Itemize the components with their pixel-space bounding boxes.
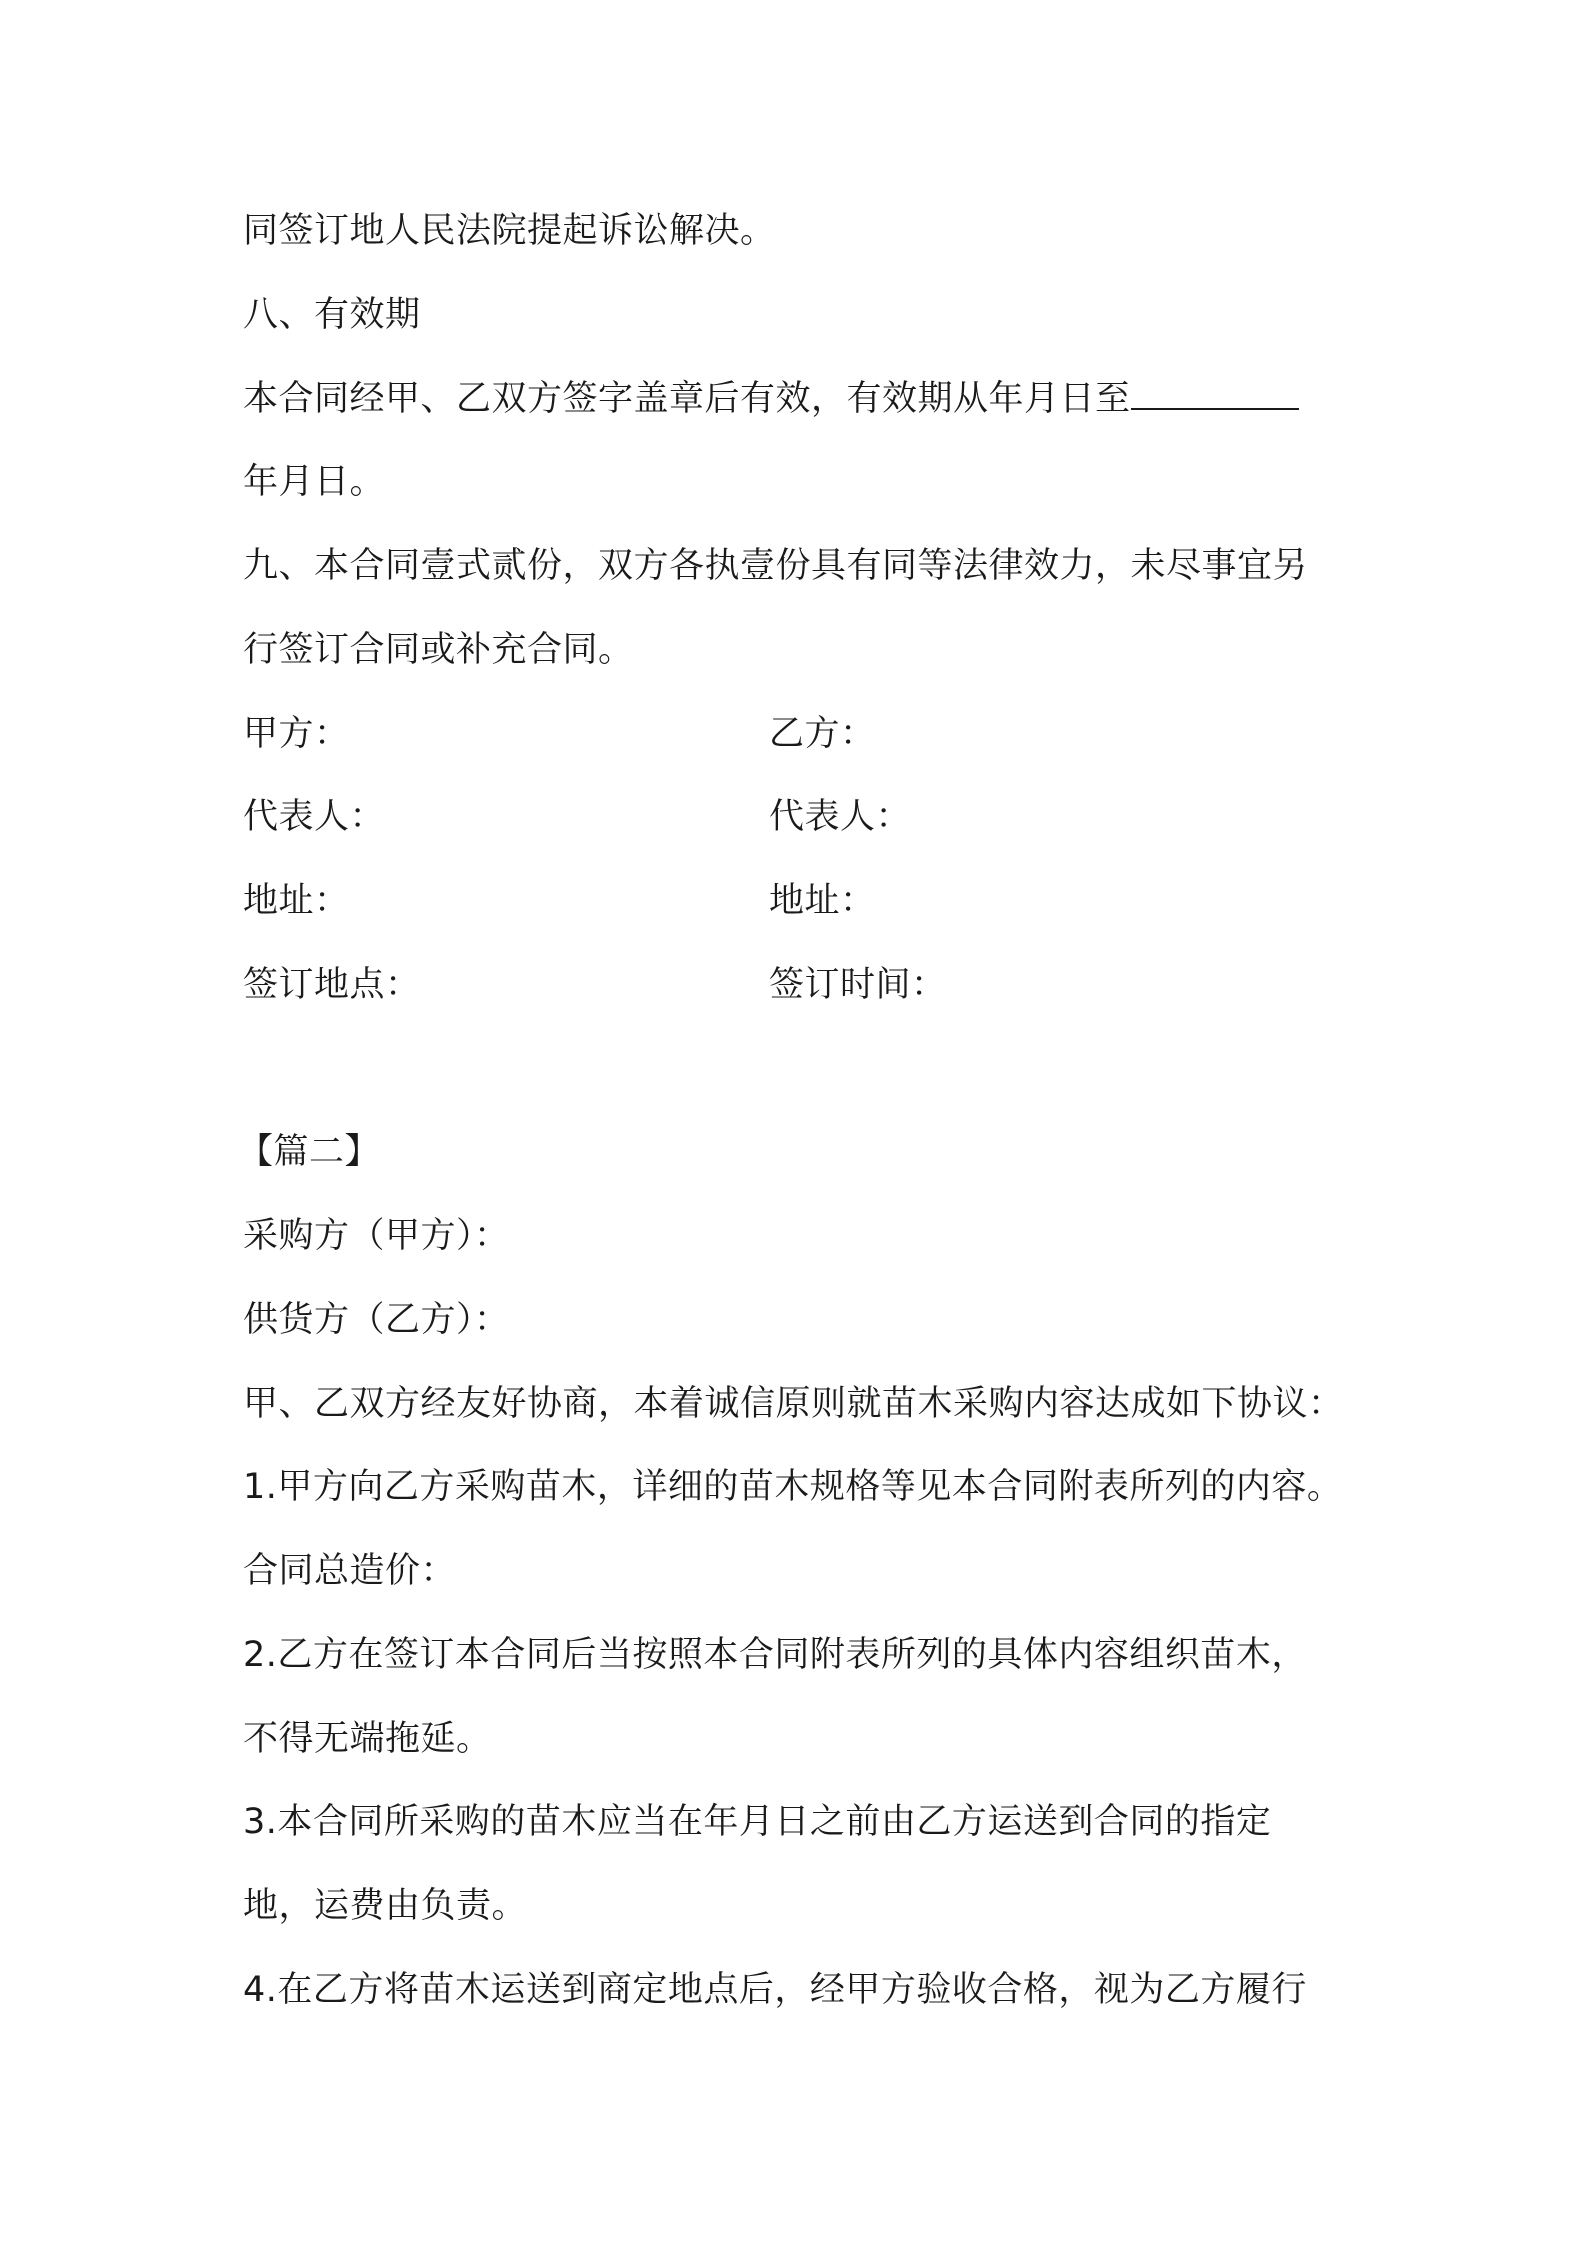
address-a-label: 地址： [243, 881, 350, 921]
sign-place-label: 签订地点： [243, 965, 421, 1005]
party-a-label: 甲方： [243, 714, 350, 754]
validity-text: 本合同经甲、乙双方签字盖章后有效，有效期从年月日至 [243, 379, 1131, 419]
rep-b-label: 代表人： [769, 797, 912, 837]
clause-3: 3.本合同所采购的苗木应当在年月日之前由乙方运送到合同的指定 [243, 1802, 1272, 1842]
party-b-label: 乙方： [769, 714, 876, 754]
paragraph-line: 九、本合同壹式贰份，双方各执壹份具有同等法律效力，未尽事宜另 [243, 546, 1309, 586]
rep-a-label: 代表人： [243, 797, 386, 837]
blank-line [1131, 378, 1299, 410]
address-b-label: 地址： [769, 881, 876, 921]
paragraph-line: 年月日。 [243, 462, 386, 502]
clause-2-cont: 不得无端拖延。 [243, 1719, 492, 1759]
buyer-label: 采购方（甲方）： [243, 1216, 510, 1256]
paragraph-line [243, 376, 1299, 422]
supplier-label: 供货方（乙方）： [243, 1300, 510, 1340]
total-price-label: 合同总造价： [243, 1551, 457, 1591]
sign-time-label: 签订时间： [769, 965, 947, 1005]
part-two-title: 【篇二】 [238, 1132, 381, 1172]
clause-4: 4.在乙方将苗木运送到商定地点后，经甲方验收合格，视为乙方履行 [243, 1970, 1307, 2010]
paragraph-line: 行签订合同或补充合同。 [243, 630, 634, 670]
clause-3-cont: 地，运费由负责。 [243, 1886, 528, 1926]
section-heading: 八、有效期 [243, 295, 421, 335]
paragraph-line: 同签订地人民法院提起诉讼解决。 [243, 211, 776, 251]
clause-2: 2.乙方在签订本合同后当按照本合同附表所列的具体内容组织苗木， [243, 1635, 1307, 1675]
clause-1: 1.甲方向乙方采购苗木，详细的苗木规格等见本合同附表所列的内容。 [243, 1467, 1343, 1507]
intro-line: 甲、乙双方经友好协商，本着诚信原则就苗木采购内容达成如下协议： [243, 1384, 1344, 1424]
